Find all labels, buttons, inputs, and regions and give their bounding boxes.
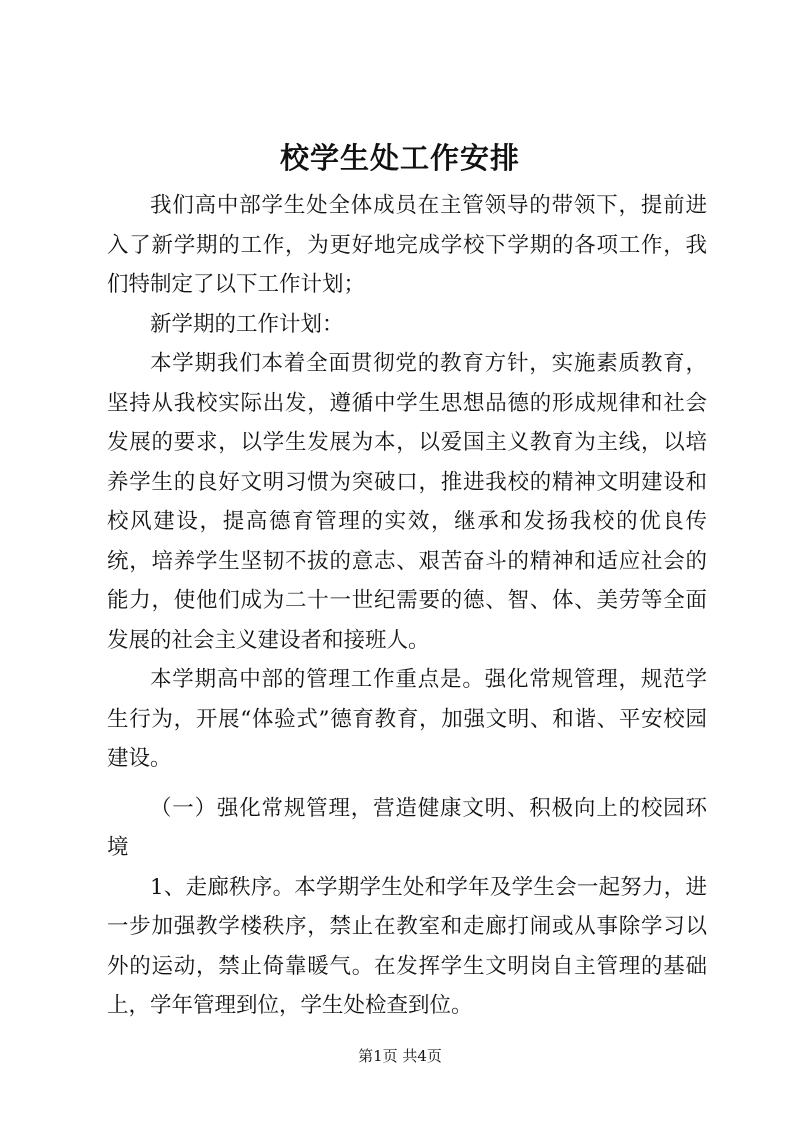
section-heading-1: （一）强化常规管理，营造健康文明、积极向上的校园环境 <box>107 795 707 860</box>
paragraph-plan-heading: 新学期的工作计划： <box>150 311 344 337</box>
document-body <box>107 186 707 1026</box>
paragraph-corridor-order: 1、走廊秩序。本学期学生处和学年及学生会一起努力，进一步加强教学楼秩序，禁止在教室和走廊打闹或从事除学习以外的运动，禁止倚靠暖气。在发挥学生文明岗自主管理的基础上，学年管理到位，学生处检查到位。 <box>107 874 707 1018</box>
document-title: 校学生处工作安排 <box>279 141 520 175</box>
paragraph-intro: 我们高中部学生处全体成员在主管领导的带领下，提前进入了新学期的工作，为更好地完成学校下学期的各项工作，我们特制定了以下工作计划； <box>107 193 707 297</box>
paragraph-guiding-principle: 本学期我们本着全面贯彻党的教育方针，实施素质教育，坚持从我校实际出发，遵循中学生思想品德的形成规律和社会发展的要求，以学生发展为本，以爱国主义教育为主线，以培养学生的良好文明习惯为突破口，推进我校的精神文明建设和校风建设，提高德育管理的实效，继承和发扬我校的优良传统，培养学生坚韧不拔的意志、艰苦奋斗的精神和适应社会的能力，使他们成为二十一世纪需要的德、智、体、美劳等全面发展的社会主义建设者和接班人。 <box>107 351 707 653</box>
page-footer: 第1页 共4页 <box>358 1047 442 1065</box>
paragraph-key-points: 本学期高中部的管理工作重点是。强化常规管理，规范学生行为，开展“体验式”德育教育，加强文明、和谐、平安校园建设。 <box>107 667 707 771</box>
